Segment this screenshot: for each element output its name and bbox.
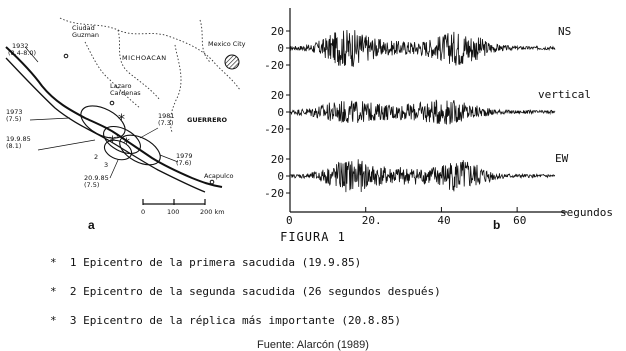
y-tick-label-vertical: 20 (270, 89, 284, 102)
epicenter-number-2: 2 (94, 153, 99, 161)
ciudad-guzman-marker (64, 54, 68, 58)
epicenter-number-3: 3 (104, 161, 109, 169)
map-panel-label: a (88, 218, 95, 232)
legend-item-3: * 3 Epicentro de la réplica más importante (20.8.85) (50, 314, 401, 327)
y-tick-label-ns: 0 (277, 42, 284, 55)
y-tick-label-vertical: 0 (277, 106, 284, 119)
scale-tick-0: 0 (141, 208, 146, 216)
scale-tick-100: 100 (167, 208, 180, 216)
scale-tick-200km: 200 km (200, 208, 225, 216)
epicenter-star-3: * (123, 136, 130, 152)
y-tick-label-ew: 20 (270, 153, 284, 166)
event-1973: 1973 (7.5) (6, 108, 23, 123)
x-tick-label: 40 (437, 214, 451, 227)
seismogram-traces (290, 30, 555, 192)
label-lazaro-cardenas: Lazaro Cardenas (110, 82, 141, 97)
epicenter-number-1: 1 (115, 132, 120, 140)
rupture-zones (76, 99, 165, 171)
y-tick-label-ns: -20 (264, 59, 284, 72)
label-guerrero: GUERRERO (187, 116, 228, 124)
trace-ew (290, 159, 555, 192)
label-ciudad-guzman: Ciudad Guzman (72, 24, 100, 39)
trace-label-ns: NS (558, 25, 572, 38)
event-20-9-85: 20.9.85 (7.5) (84, 174, 109, 189)
epicenter-star-1: * (118, 112, 125, 128)
lazaro-cardenas-marker (110, 101, 114, 105)
y-tick-label-vertical: -20 (264, 123, 284, 136)
scale-bar (143, 199, 205, 205)
event-1979: 1979 (7.6) (176, 152, 193, 167)
y-tick-label-ns: 20 (270, 25, 284, 38)
label-mexico-city: Mexico City (208, 40, 246, 48)
source-note: Fuente: Alarcón (1989) (257, 339, 369, 351)
y-tick-label-ew: -20 (264, 187, 284, 200)
seismogram-panel-label: b (493, 218, 501, 232)
y-tick-label-ew: 0 (277, 170, 284, 183)
epicenter-map (0, 0, 270, 232)
label-michoacan: MICHOACAN (122, 54, 167, 62)
legend-item-2: * 2 Epicentro de la segunda sacudida (26 segundos después) (50, 285, 441, 298)
acapulco-marker (210, 180, 214, 184)
trace-ns (290, 30, 555, 66)
x-tick-label: 60 (513, 214, 527, 227)
leader-lines (26, 48, 178, 178)
epicenter-star-2: * (109, 134, 116, 150)
x-tick-label: 0 (286, 214, 293, 227)
mexico-city-marker (225, 55, 239, 69)
y-ticks (264, 25, 290, 200)
trace-vertical (290, 100, 555, 125)
seismogram-panel (255, 0, 626, 232)
legend-item-1: * 1 Epicentro de la primera sacudida (19.9.85) (50, 256, 362, 269)
x-ticks (286, 207, 526, 227)
event-19-9-85: 19.9.85 (8.1) (6, 135, 31, 150)
x-unit-label: segundos (560, 206, 613, 219)
x-tick-label: 20. (361, 214, 382, 227)
label-acapulco: Acapulco (204, 172, 234, 180)
event-1981: 1981 (7.3) (158, 112, 175, 127)
figure-caption: FIGURA 1 (280, 230, 346, 244)
event-1932: 1932 (8.4-8.0) (8, 42, 37, 57)
trace-label-ew: EW (555, 152, 569, 165)
trace-label-vertical: vertical (538, 88, 591, 101)
